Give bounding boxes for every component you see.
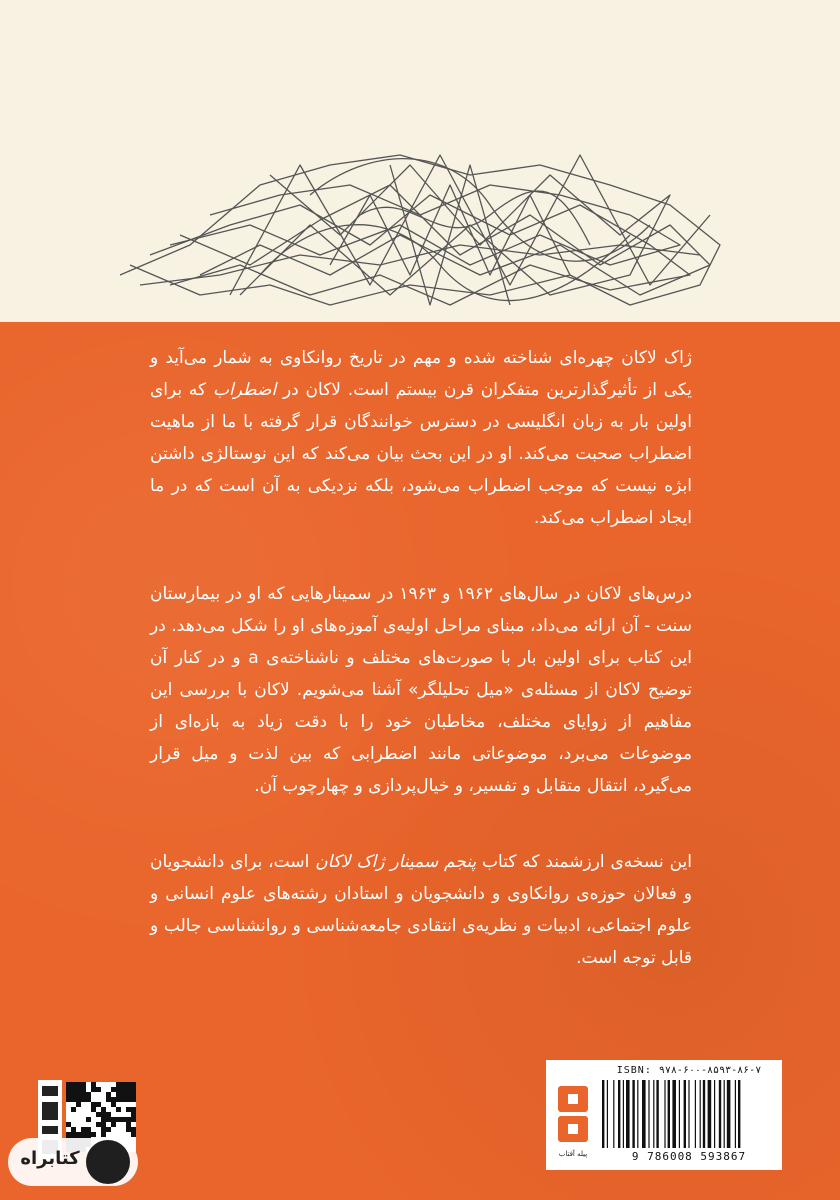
p1-text-b: که برای اولین بار به زبان انگلیسی در دسترس خوانندگان قرار گرفته با ما از ماهیت اضطراب صحبت می‌کند. او در این بحث بیان می‌کند که این نوستالژی داشتن ابژه نیست که موجب اضطراب می‌شود، بلکه نزدیکی به آن است که در ما ایجاد اضطراب می‌کند. <box>150 380 692 528</box>
description-paragraph-2: درس‌های لاکان در سال‌های ۱۹۶۲ و ۱۹۶۳ در سمینارهایی که او در بیمارستان سنت - آن ارائه می‌داد، مبنای مراحل اولیه‌ی آموزه‌های او را شکل می‌دهد. در این کتاب برای اولین بار با صورت‌های مختلف و ناشناخته‌ی a و در کنار آن توضیح لاکان از مسئله‌ی «میل تحلیلگر» آشنا می‌شویم. لاکان با بررسی این مفاهیم از زوایای مختلف، مخاطبان خود را با دقت زیاد به بازه‌ای از موضوعات می‌برد، موضوعاتی مانند اضطرابی که بین لذت و میل قرار می‌گیرد، انتقال متقابل و تفسیر، و خیال‌پردازی و چهارچوب آن. <box>150 584 692 796</box>
description-paragraph-1 <box>150 342 692 534</box>
isbn-label: ISBN: ۹۷۸-۶۰۰-۸۵۹۳-۸۶-۷ <box>616 1065 762 1076</box>
watermark-logo-icon <box>86 1140 130 1184</box>
watermark-text: کتابراه <box>20 1148 80 1169</box>
description-paragraph-3 <box>150 846 692 974</box>
p3-text-b: است، برای دانشجویان و فعالان حوزه‌ی روانکاوی و دانشجویان و استادان رشته‌های علوم انسانی و علوم اجتماعی، ادبیات و نظریه‌ی انتقادی جامعه‌شناسی و روانشناسی جالب و قابل توجه است. <box>150 852 692 968</box>
scribble-illustration <box>110 125 730 320</box>
publisher-name: پیله آفتاب <box>558 1150 588 1158</box>
p3-text-a: این نسخه‌ی ارزشمند که کتاب <box>476 852 692 872</box>
publisher-logo-icon <box>550 1076 596 1152</box>
p1-text-a: ژاک لاکان چهره‌ای شناخته شده و مهم در تاریخ روانکاوی به شمار می‌آید و یکی از تأثیرگذارترین متفکران قرن بیستم است. لاکان در <box>150 348 693 400</box>
barcode-bars <box>600 1080 778 1150</box>
p1-book-title: اضطراب <box>212 380 277 400</box>
p3-book-title: پنجم سمینار ژاک لاکان <box>315 852 477 872</box>
barcode-number: 9 786008 593867 <box>631 1150 747 1163</box>
